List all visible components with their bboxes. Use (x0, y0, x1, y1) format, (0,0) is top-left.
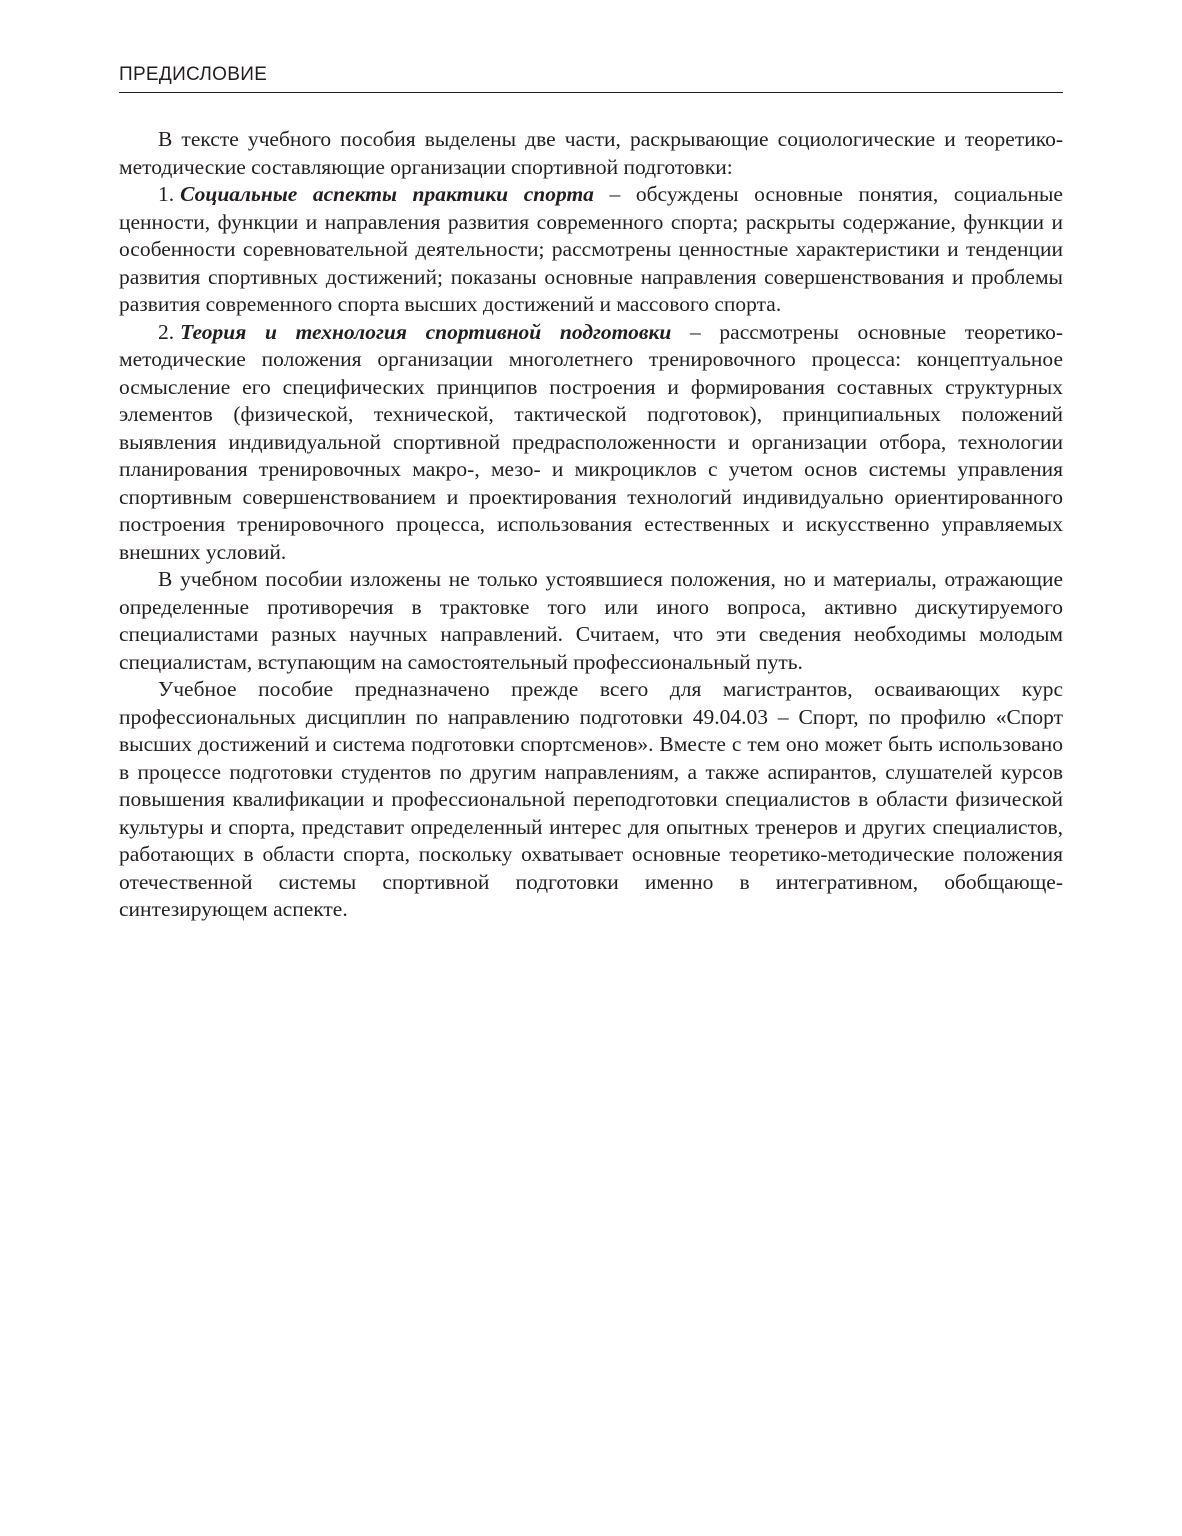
paragraph-4: Учебное пособие предназначено прежде всего для магистрантов, осваивающих курс профессиональных дисциплин по направлению подготовки 49.04.03 – Спорт, по профилю «Спорт высших достижений и система подготовки спортсменов». Вместе с тем оно может быть использовано в процессе подготовки студентов по другим направлениям, а также аспирантов, слушателей курсов повышения квалификации и профессиональной переподготовки специалистов в области физической культуры и спорта, представит определенный интерес для опытных тренеров и других специалистов, работающих в области спорта, поскольку охватывает основные теоретико-методические положения отечественной системы спортивной подготовки именно в интегративном, обобщающе-синтезирующем аспекте. (119, 677, 1063, 921)
list-item-number: 1. (158, 182, 175, 206)
paragraph-3: В учебном пособии изложены не только устоявшиеся положения, но и материалы, отражающие определенные противоречия в трактовке того или иного вопроса, активно дискутируемого специалистами разных научных направлений. Считаем, что эти сведения необходимы молодым специалистам, вступающим на самостоятельный профессиональный путь. (119, 567, 1063, 674)
list-item-1 (119, 181, 1063, 319)
list-item-text: – рассмотрены основные теоретико-методические положения организации многолетнего тренировочного процесса: концептуальное осмысление его специфических принципов построения и формирования составных структурных элементов (физической, технической, тактической подготовок), принципиальных положений выявления индивидуальной спортивной предрасположенности и организации отбора, технологии планирования тренировочных макро-, мезо- и микроциклов с учетом основ системы управления спортивным совершенствованием и проектирования технологий индивидуально ориентированного построения тренировочного процесса, использования естественных и искусственно управляемых внешних условий. (119, 319, 1064, 564)
list-item-title: Социальные аспекты практики спорта (180, 182, 594, 206)
list-item-text: – обсуждены основные понятия, социальные ценности, функции и направления развития современного спорта; раскрыты содержание, функции и особенности соревновательной деятельности; рассмотрены ценностные характеристики и тенденции развития спортивных достижений; показаны основные направления совершенствования и проблемы развития современного спорта высших достижений и массового спорта. (119, 182, 1063, 316)
body-text (119, 126, 1063, 924)
section-title: ПРЕДИСЛОВИЕ (119, 64, 268, 85)
list-item-number: 2. (158, 319, 175, 344)
list-item-title: Теория и технология спортивной подготовки (180, 319, 672, 344)
running-header (119, 62, 1063, 93)
list-item-2 (119, 319, 1063, 567)
paragraph-intro: В тексте учебного пособия выделены две части, раскрывающие социологические и теоретико-методические составляющие организации спортивной подготовки: (119, 127, 1063, 179)
